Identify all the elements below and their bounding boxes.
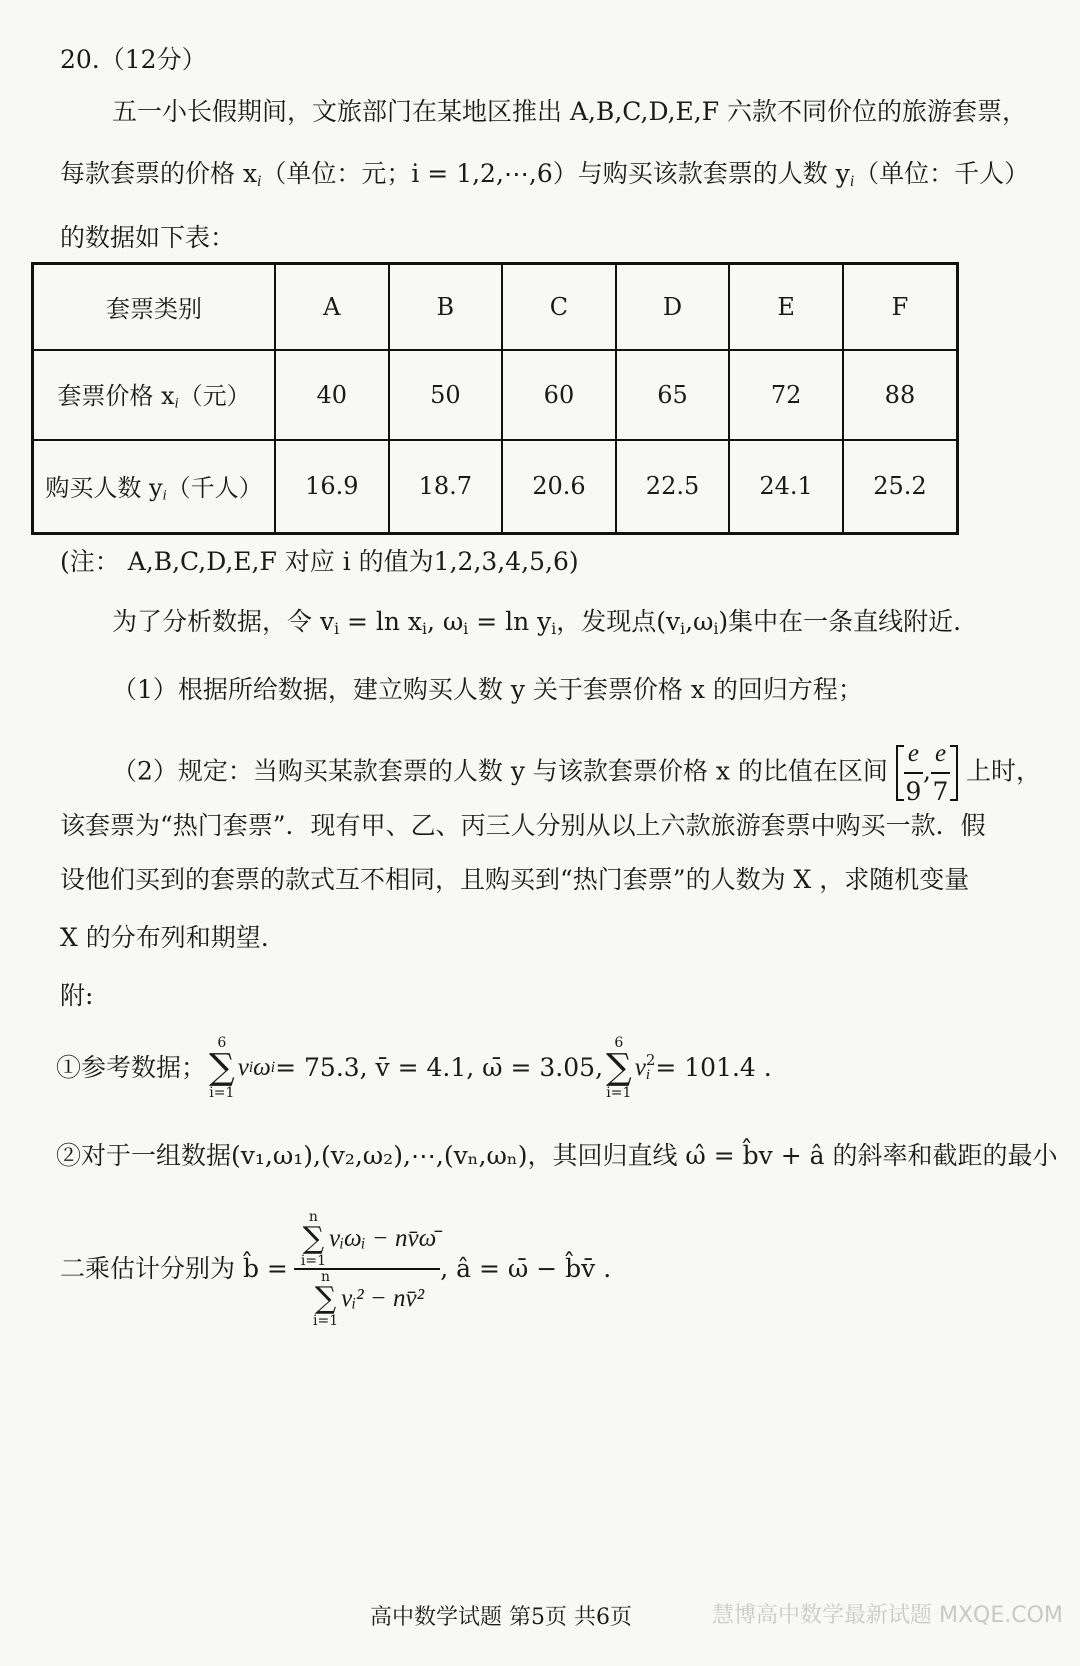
intro-line-1: 五一小长假期间，文旅部门在某地区推出 A,B,C,D,E,F 六款不同价位的旅游套票，	[112, 97, 1028, 126]
left-bracket	[896, 745, 904, 801]
watermark: 慧博高中数学最新试题 MXQE.COM	[712, 1603, 1063, 1628]
table-cell: 22.5	[616, 440, 730, 534]
page-footer: 高中数学试题 第5页 共6页	[370, 1605, 632, 1630]
table-cell: F	[843, 264, 958, 350]
table-row-prices	[33, 350, 958, 440]
table-cell: A	[275, 264, 389, 350]
note: (注： A,B,C,D,E,F 对应 i 的值为1,2,3,4,5,6)	[60, 547, 579, 576]
table-cell: 65	[616, 350, 730, 440]
slope-denominator: n ∑ i=1 vᵢ² − nv̄²	[312, 1269, 425, 1329]
least-squares-formula: 二乘估计分别为 b̂ = n ∑ i=1 vᵢωᵢ − nv̄ω̄ n ∑ i=1 vᵢ² − nv̄² , â = ω̄ − b̂v̄ .	[60, 1209, 612, 1329]
table-cell: 72	[729, 350, 843, 440]
analysis-line: 为了分析数据，令 $v_i = \ln x_i$, $\omega_i = \ln y_i$，发现点$(v_i,\omega_i)$集中在一条直线附近.	[112, 607, 962, 638]
table-cell: C	[502, 264, 616, 350]
table-cell: 16.9	[275, 440, 389, 534]
part-2-line-2: 该套票为“热门套票”．现有甲、乙、丙三人分别从以上六款旅游套票中购买一款．假	[60, 811, 986, 840]
intro-line-2: 每款套票的价格 $x_i$（单位：元；i = 1,2,⋯,6）与购买该款套票的人数 $y_i$（单位：千人）	[60, 159, 1030, 190]
ticket-data-table	[31, 262, 959, 535]
table-cell: D	[616, 264, 730, 350]
fraction-e-7: $\frac{e}{7}$	[931, 736, 950, 810]
table-header-label: 套票类别	[33, 264, 276, 350]
table-cell: B	[389, 264, 503, 350]
table-cell: 24.1	[729, 440, 843, 534]
right-bracket	[950, 745, 958, 801]
slope-fraction	[294, 1210, 440, 1328]
fraction-e-9: $\frac{e}{9}$	[904, 736, 923, 810]
part-2-line-3: 设他们买到的套票的款式互不相同，且购买到“热门套票”的人数为 X ，求随机变量	[60, 865, 970, 894]
part-2-line-1: （2）规定：当购买某款套票的人数 y 与该款套票价格 x 的比值在区间 $\frac{e}{9}$ , $\frac{e}{7}$ 上时，	[112, 736, 1041, 810]
table-cell: E	[729, 264, 843, 350]
intro-line-3: 的数据如下表：	[60, 223, 236, 252]
table-row-buyers	[33, 440, 958, 534]
part-2-line-4: X 的分布列和期望.	[60, 923, 269, 952]
table-cell: 88	[843, 350, 958, 440]
table-cell: 25.2	[843, 440, 958, 534]
table-cell: 60	[502, 350, 616, 440]
table-cell: 40	[275, 350, 389, 440]
reference-data-2: ②对于一组数据(v₁,ω₁),(v₂,ω₂),⋯,(vₙ,ωₙ)，其回归直线 ω̂ = b̂v + â 的斜率和截距的最小	[56, 1141, 1058, 1170]
table-buyers-label: 购买人数 $y_i$（千人）	[33, 440, 276, 534]
question-header: 20.（12分）	[60, 45, 207, 74]
table-cell: 18.7	[389, 440, 503, 534]
sum-symbol: 6 ∑ i=1	[209, 1035, 235, 1101]
part-1: （1）根据所给数据，建立购买人数 y 关于套票价格 x 的回归方程；	[112, 675, 863, 704]
table-cell: 50	[389, 350, 503, 440]
slope-numerator: n ∑ i=1 vᵢωᵢ − nv̄ω̄	[294, 1210, 440, 1270]
appendix-label: 附:	[60, 981, 94, 1010]
sum-symbol: 6 ∑ i=1	[606, 1035, 632, 1101]
table-price-label: 套票价格 $x_i$（元）	[33, 350, 276, 440]
table-cell: 20.6	[502, 440, 616, 534]
table-row-categories	[33, 264, 958, 350]
reference-data-1: ①参考数据； 6 ∑ i=1 v i ω i = 75.3, v̄ = 4.1, ω̄ = 3.05, 6 ∑ i=1 v 2 i = 101.4 .	[56, 1035, 772, 1101]
